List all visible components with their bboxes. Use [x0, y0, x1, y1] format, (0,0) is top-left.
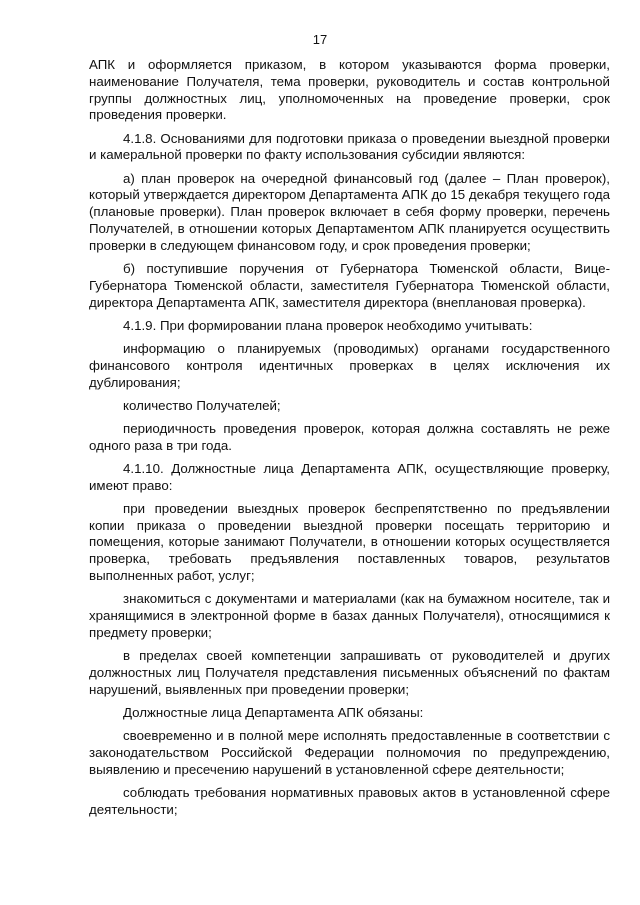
- paragraph: а) план проверок на очередной финансовый год (далее – План проверок), который утверждается директором Департамента АПК до 15 декабря текущего года (плановые проверки). План проверок включает в себя форму проверки, перечень Получателей, в отношении которых Департаментом АПК планируется осуществить проверки в следующем финансовом году, и срок проведения проверки;: [89, 170, 610, 253]
- page-number: 17: [312, 32, 328, 47]
- paragraph: 4.1.8. Основаниями для подготовки приказа о проведении выездной проверки и камеральной проверки по факту использования субсидии являются:: [89, 130, 610, 163]
- paragraph: периодичность проведения проверок, которая должна составлять не реже одного раза в три года.: [89, 420, 610, 453]
- paragraph: б) поступившие поручения от Губернатора Тюменской области, Вице-Губернатора Тюменской области, заместителя Губернатора Тюменской области, директора Департамента АПК, заместителя директора (внеплановая проверка).: [89, 260, 610, 310]
- paragraph: при проведении выездных проверок беспрепятственно по предъявлении копии приказа о проведении выездной проверки посещать территорию и помещения, которые занимают Получатели, в отношении которых осуществляется проверка, требовать предъявления поставленных товаров, результатов выполненных работ, услуг;: [89, 500, 610, 584]
- paragraph: 4.1.10. Должностные лица Департамента АПК, осуществляющие проверку, имеют право:: [89, 460, 610, 493]
- paragraph: Должностные лица Департамента АПК обязаны:: [123, 704, 424, 720]
- paragraph: в пределах своей компетенции запрашивать от руководителей и других должностных лиц Получателя представления письменных объяснений по фактам нарушений, выявленных при проведении проверки;: [89, 648, 610, 697]
- paragraph: соблюдать требования нормативных правовых актов в установленной сфере деятельности;: [89, 784, 610, 817]
- paragraph: АПК и оформляется приказом, в котором указываются форма проверки, наименование Получателя, тема проверки, руководитель и состав контрольной группы должностных лиц, уполномоченных на проведение проверки, срок проведения проверки.: [89, 57, 610, 123]
- paragraph: информацию о планируемых (проводимых) органами государственного финансового контроля идентичных проверках в целях исключения их дублирования;: [89, 340, 610, 390]
- paragraph: количество Получателей;: [123, 397, 281, 413]
- paragraph: 4.1.9. При формировании плана проверок необходимо учитывать:: [123, 317, 533, 333]
- paragraph: знакомиться с документами и материалами (как на бумажном носителе, так и хранящимися в электронной форме в базах данных Получателя), относящимися к предмету проверки;: [89, 591, 610, 640]
- paragraph: своевременно и в полной мере исполнять предоставленные в соответствии с законодательством Российской Федерации полномочия по предупреждению, выявлению и пресечению нарушений в установленной сфере деятельности;: [89, 727, 610, 777]
- document-body: [89, 57, 610, 825]
